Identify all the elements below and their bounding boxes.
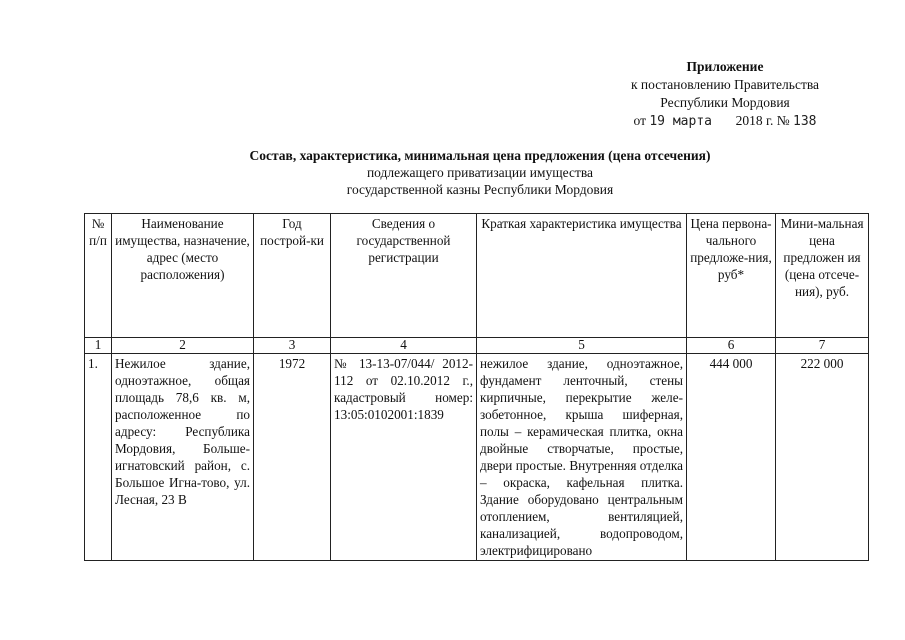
appendix-block (560, 58, 890, 131)
document-title (130, 147, 830, 198)
property-name-address: Нежилое здание, одноэтажное, общая площадь 78,6 кв. м, расположенное по адресу: Республика Мордовия, Больше-игнатовский район, с. Большое Игна-тово, ул. Лесная, 23 В (112, 354, 254, 561)
title-line3: государственной казны Республики Мордовия (346, 182, 614, 197)
property-table (84, 213, 869, 561)
date-prefix: от (633, 113, 646, 128)
appendix-line1: к постановлению Правительства (630, 77, 820, 92)
property-description: нежилое здание, одноэтажное, фундамент ленточный, стены кирпичные, перекрытие желе-зобетонное, крыша шиферная, полы – керамическая плитка, окна двойные створчатые, простые, двери простые. Внутренняя отделка – окраска, кафельная плитка. Здание оборудовано центральным отоплением, вентиляцией, канализацией, водопроводом, электрифицировано (477, 354, 687, 561)
construction-year: 1972 (254, 354, 331, 561)
header-cell: Сведения о государственной регистрации (331, 214, 477, 338)
table-header-row (85, 214, 869, 338)
title-line1: Состав, характеристика, минимальная цена предложения (цена отсечения) (249, 148, 711, 163)
header-cell: № п/п (85, 214, 112, 338)
column-number: 6 (687, 338, 776, 354)
header-cell: Наименование имущества, назначение, адрес (место расположения) (112, 214, 254, 338)
table-row (85, 354, 869, 561)
column-number: 5 (477, 338, 687, 354)
column-number-row (85, 338, 869, 354)
column-number: 4 (331, 338, 477, 354)
header-cell: Цена первона-чального предложе-ния, руб* (687, 214, 776, 338)
column-number: 1 (85, 338, 112, 354)
header-cell: Год построй-ки (254, 214, 331, 338)
appendix-heading: Приложение (686, 59, 764, 74)
column-number: 3 (254, 338, 331, 354)
column-number: 2 (112, 338, 254, 354)
date-handwritten: 19 марта (649, 114, 712, 129)
row-number: 1. (85, 354, 112, 561)
number-handwritten: 138 (793, 114, 817, 129)
header-cell: Краткая характеристика имущества (477, 214, 687, 338)
appendix-line2: Республики Мордовия (660, 95, 790, 110)
header-cell: Мини-мальная цена предложен ия (цена отсече-ния), руб. (776, 214, 869, 338)
date-suffix: 2018 г. № (735, 113, 790, 128)
initial-price: 444 000 (687, 354, 776, 561)
minimum-price: 222 000 (776, 354, 869, 561)
column-number: 7 (776, 338, 869, 354)
registration-info: № 13-13-07/044/ 2012-112 от 02.10.2012 г., кадастровый номер: 13:05:0102001:1839 (331, 354, 477, 561)
appendix-date-line (560, 112, 890, 131)
title-line2: подлежащего приватизации имущества (366, 165, 594, 180)
